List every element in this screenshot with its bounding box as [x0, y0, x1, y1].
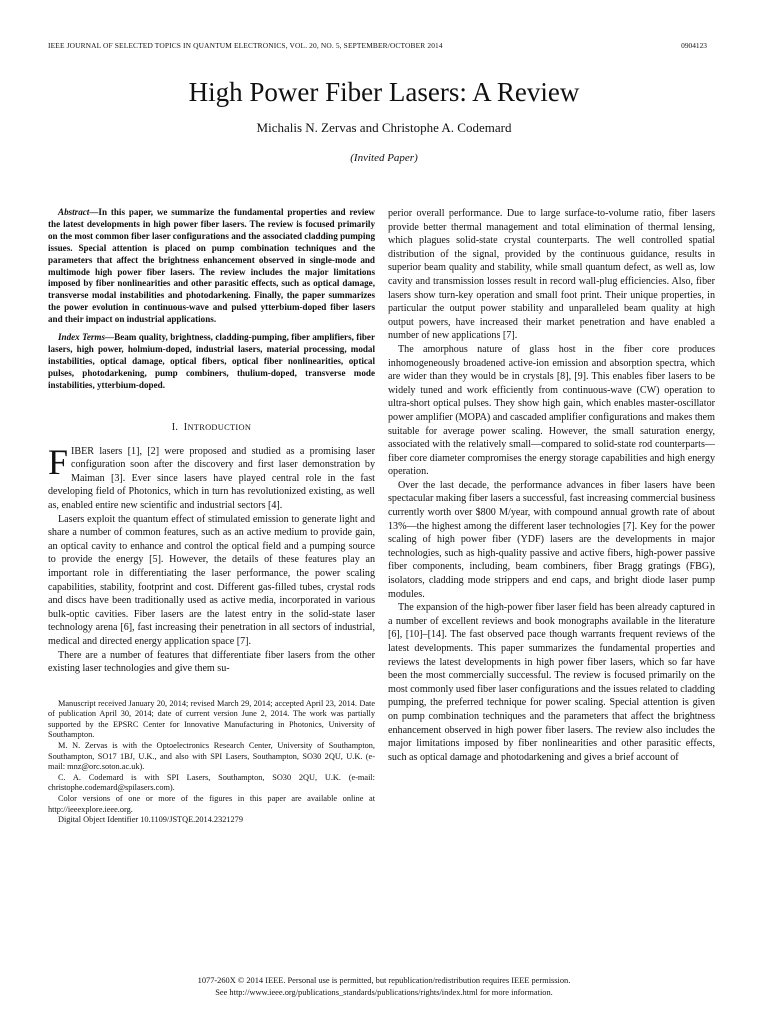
- author-list: Michalis N. Zervas and Christophe A. Codemard: [256, 120, 512, 135]
- invited-paper-label: (Invited Paper): [350, 152, 418, 164]
- index-terms: [48, 332, 375, 392]
- intro-paragraph-3: There are a number of features that differentiate fiber lasers from the other existing laser technologies and give them su-: [48, 649, 375, 675]
- left-column: [48, 207, 375, 826]
- section-title-rest: NTRODUCTION: [187, 422, 252, 432]
- body-paragraph-3: Over the last decade, the performance advances in fiber lasers have been spectacular making fiber lasers a successful, fast increasing commercial business currently worth over $800 M/year, with compound annual growth rate of about 13%—the highest among the different laser technologies [7]. Key for the power scaling of high power fiber (YDF) lasers are the developments in major technologies, such as high-quality passive and active fibers, high-power passive fiber components, including, beam combiners, fiber Bragg gratings (FBG), isolators, cladding mode strippers and end caps, and bright diode laser pump modules.: [388, 479, 715, 600]
- section-title-initial: I: [183, 421, 188, 433]
- abstract-body: —In this paper, we summarize the fundamental properties and review the latest developments in high power fiber lasers. The review is focused primarily on the most common fiber laser configurations and the associated cladding pumping issues. Special attention is placed on pump combination techniques and the parameters that affect the brightness enhancement observed in single-mode and multimode high power fiber lasers. The review includes the major limitations imposed by fiber nonlinearities and other parasitic effects, such as optical damage, transverse modal instabilities and photodarkening. Finally, the paper summarizes the power evolution in continuous-wave and pulsed ytterbium-doped fiber lasers and their impact on industrial applications.: [48, 207, 375, 325]
- body-paragraph-4: The expansion of the high-power fiber laser field has been already captured in a number of excellent reviews and book monographs available in the literature [6], [10]–[14]. The fast observed pace though warrants frequent reviews of the latest developments. This paper summarizes the fundamental properties and reviews the latest developments in high power fiber lasers, which so far have been the most commercially successful. The review is focused primarily on the most commonly used fiber laser configurations and the issues related to cladding pumping, the preferred technique for power scaling. Special attention is given on pump combination techniques and the parameters that affect the brightness enhancement observed in high power fiber lasers. The review also includes the major limitations imposed by fiber nonlinearities and other parasitic effects, such as optical damage and photodarkening and gives a brief account of: [388, 602, 715, 763]
- intro-paragraph-2: Lasers exploit the quantum effect of stimulated emission to generate light and share a number of common features, such as an active medium to provide gain, an optical cavity to enhance and control the optical field and a pumping source to provide the energy [5]. However, the details of these features play an important role in differentiating the laser performance, the power scaling capabilities, stability, footprint and cost. Different gas-filled tubes, crystal rods and discs have been traditionally used as active media, incorporated in various bulk-optic cavities. Fiber lasers are the latest entry in the solid-state laser technology arena [6], fast increasing their penetration in all sectors of industrial, medical and directed energy application space [7].: [48, 513, 375, 647]
- right-column: [388, 207, 715, 764]
- footnote-color-versions: Color versions of one or more of the figures in this paper are available online at http://ieeexplore.ieee.org.: [48, 794, 375, 814]
- body-paragraph-2: The amorphous nature of glass host in the fiber core produces inhomogeneously broadened active-ion emission and absorption spectra, which are wider than they would be in crystals [8], [9]. This enables fiber lasers to be widely tuned and work efficiently from continuous-wave (CW) operation to ultra-short optical pulses. They show high gain, which enables master-oscillator power amplifier (MOPA) and cascaded amplifier configurations and makes them suitable for average power scaling. However, the small saturation energy, associated with the relatively small—compared to solid-state rod counterparts—fiber core diameter compromises the energy storage capabilities and high energy operation.: [388, 343, 715, 478]
- footnote-doi: Digital Object Identifier 10.1109/JSTQE.2014.2321279: [58, 815, 243, 825]
- footnote-manuscript: Manuscript received January 20, 2014; revised March 29, 2014; accepted April 23, 2014. Date of publication April 30, 2014; date of current version June 2, 2014. The work was partially supported by the EPSRC Center for Innovative Manufacturing in Photonics, University of Southampton.: [48, 698, 375, 740]
- paper-title: High Power Fiber Lasers: A Review: [188, 77, 580, 107]
- intro-paragraph-1: [48, 441, 375, 513]
- body-paragraph-1: perior overall performance. Due to large surface-to-volume ratio, fiber lasers provide better thermal management and total elimination of thermal lensing, which plagues solid-state crystal counterparts. The well controlled spatial distribution of the signal, provided by the continuous guidance, results in superior beam quality and stability, while small quantum defect, as well as, low cavity and transmission losses result in record wall-plug efficiencies. Also, fiber lasers show turn-key operation and small foot print. Their unique properties, in particular the output power stability and unparalleled beam quality at high output powers, have increased their market penetration and have enabled a number of new applications [7].: [388, 208, 715, 342]
- footnote-author-zervas: M. N. Zervas is with the Optoelectronics Research Center, University of Southampton, Southampton, SO17 1BJ, U.K., and also with SPI Lasers, Southampton, SO30 2QU, U.K. (e-mail: mnz@orc.soton.ac.uk).: [48, 741, 375, 772]
- copyright-footer: [0, 975, 768, 998]
- footnote-author-codemard: C. A. Codemard is with SPI Lasers, Southampton, SO30 2QU, U.K. (e-mail: christophe.codemard@spilasers.com).: [48, 772, 375, 793]
- copyright-line: 1077-260X © 2014 IEEE. Personal use is permitted, but republication/redistribution requires IEEE permission.: [197, 976, 571, 985]
- intro-paragraph-1-text: IBER lasers [1], [2] were proposed and studied as a promising laser configuration soon after the discovery and first laser demonstration by Maiman [3]. Ever since lasers have played central role in the fast developing field of Photonics, which in turn has revolutionized existing, as well as, enabled entire new scientific and industrial sectors [4].: [48, 445, 375, 511]
- abstract: [48, 207, 375, 326]
- running-header: IEEE JOURNAL OF SELECTED TOPICS IN QUANTUM ELECTRONICS, VOL. 20, NO. 5, SEPTEMBER/OCTOBER 2014: [48, 41, 443, 50]
- index-terms-lead: Index Terms: [58, 332, 106, 343]
- drop-cap: F: [48, 441, 69, 482]
- index-terms-body: —Beam quality, brightness, cladding-pumping, fiber amplifiers, fiber lasers, high power, holmium-doped, industrial lasers, material processing, modal instabilities, optical damage, optical fibers, optical fiber nonlinearities, optical pulses, photodarkening, pump combiners, thulium-doped, transverse mode instabilities, ytterbium-doped.: [48, 332, 375, 390]
- footnotes: [48, 699, 375, 826]
- abstract-lead: Abstract: [58, 207, 90, 217]
- section-heading: [48, 422, 375, 433]
- article-number: 0904123: [681, 41, 707, 50]
- section-number: I.: [171, 421, 179, 433]
- rights-url-line: See http://www.ieee.org/publications_standards/publications/rights/index.html for more information.: [215, 987, 553, 997]
